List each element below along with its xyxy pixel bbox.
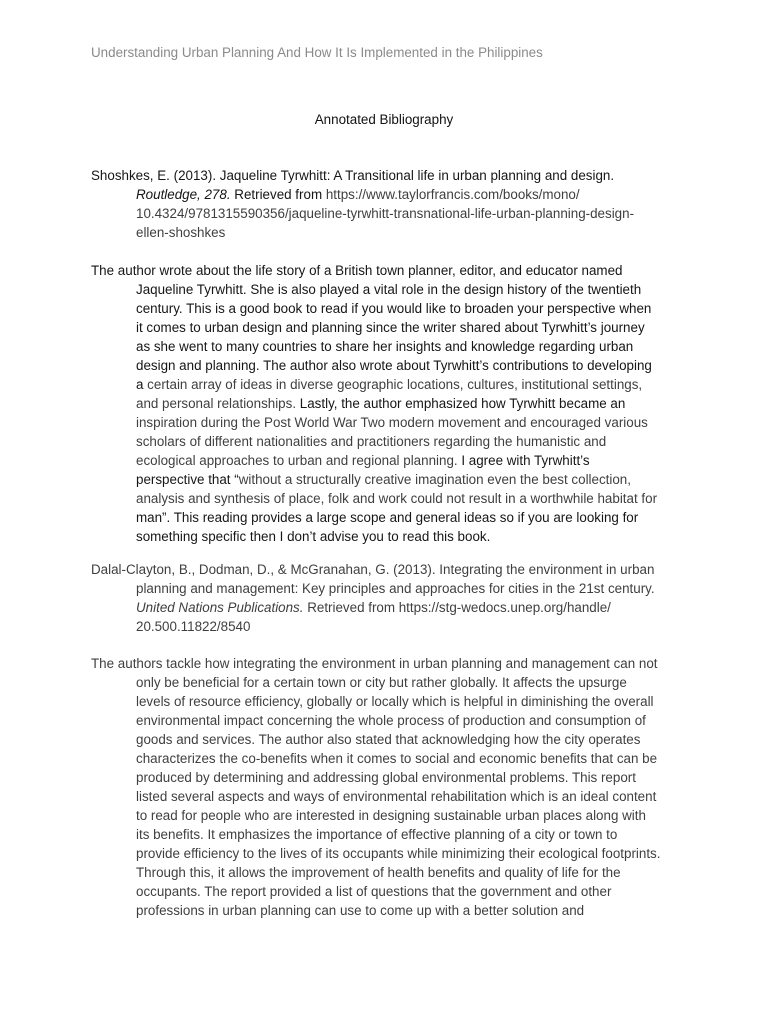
text-line	[91, 375, 681, 394]
text-fragment: planning and management: Key principles and approaches for cities in the 21st century.	[136, 581, 655, 596]
annotation-2	[91, 654, 681, 920]
text-line	[91, 901, 681, 920]
text-fragment: listed several aspects and ways of environmental rehabilitation which is an ideal content	[136, 789, 657, 804]
text-line	[91, 223, 681, 242]
text-fragment: and personal relationships.	[136, 396, 300, 411]
text-fragment: its benefits. It emphasizes the importance of effective planning of a city or town to	[136, 827, 618, 842]
text-line	[91, 768, 681, 787]
text-line	[91, 730, 681, 749]
citation-1	[91, 166, 681, 242]
text-fragment: Retrieved from	[230, 187, 326, 202]
text-fragment: something specific then I don’t advise you to read this book.	[136, 529, 491, 544]
text-line	[91, 432, 681, 451]
text-line	[91, 787, 681, 806]
text-line	[91, 413, 681, 432]
annotation-1	[91, 261, 681, 546]
text-line	[91, 863, 681, 882]
text-fragment: it comes to urban design and planning since the writer shared about Tyrwhitt’s journey	[136, 320, 645, 335]
text-line	[91, 185, 681, 204]
text-fragment: certain array of ideas in diverse geographic locations, cultures, institutional settings,	[147, 377, 643, 392]
text-fragment: professions in urban planning can use to come up with a better solution and	[136, 903, 585, 918]
text-line	[91, 654, 681, 673]
text-fragment: environmental impact concerning the whole process of production and consumption of	[136, 713, 646, 728]
running-header: Understanding Urban Planning And How It Is Implemented in the Philippines	[91, 45, 543, 60]
text-fragment: Through this, it allows the improvement of health benefits and quality of life for the	[136, 865, 621, 880]
text-line	[91, 617, 681, 636]
text-line	[91, 166, 681, 185]
citation-2	[91, 560, 681, 636]
text-fragment: inspiration during the Post World War Two modern movement and encouraged various	[136, 415, 648, 430]
text-line	[91, 299, 681, 318]
text-line	[91, 806, 681, 825]
text-line	[91, 527, 681, 546]
text-fragment: Shoshkes, E. (2013). Jaqueline Tyrwhitt: A Transitional life in urban planning and design.	[91, 168, 615, 183]
text-fragment: Jaqueline Tyrwhitt. She is also played a vital role in the design history of the twentieth	[136, 282, 642, 297]
text-fragment: occupants. The report provided a list of questions that the government and other	[136, 884, 612, 899]
text-fragment: The author wrote about the life story of a British town planner, editor, and educator named	[91, 263, 623, 278]
text-fragment: century. This is a good book to read if you would like to broaden your perspective when	[136, 301, 652, 316]
text-line	[91, 261, 681, 280]
text-line	[91, 692, 681, 711]
text-fragment: produced by determining and addressing global environmental problems. This report	[136, 770, 636, 785]
text-fragment: perspective that “	[136, 472, 239, 487]
text-fragment: a	[136, 377, 148, 392]
text-line	[91, 318, 681, 337]
text-line	[91, 579, 681, 598]
text-line	[91, 280, 681, 299]
text-line	[91, 882, 681, 901]
text-fragment: man”. This reading provides a large scope and general ideas so if you are looking for	[136, 510, 639, 525]
text-line	[91, 356, 681, 375]
text-fragment: levels of resource efficiency, globally or locally which is helpful in diminishing the overall	[136, 694, 654, 709]
text-fragment: Retrieved from https://stg-wedocs.unep.org/handle/	[303, 600, 611, 615]
text-fragment: only be beneficial for a certain town or city but rather globally. It affects the upsurge	[136, 675, 627, 690]
text-fragment: scholars of different nationalities and practitioners regarding the humanistic and	[136, 434, 607, 449]
text-fragment: goods and services. The author also stated that acknowledging how the city operates	[136, 732, 641, 747]
text-line	[91, 489, 681, 508]
page-title: Annotated Bibliography	[314, 112, 454, 127]
text-fragment: Dalal-Clayton, B., Dodman, D., & McGranahan, G. (2013). Integrating the environment in urban	[91, 562, 655, 577]
text-line	[91, 673, 681, 692]
text-line	[91, 394, 681, 413]
text-fragment: https://www.taylorfrancis.com/books/mono/	[325, 187, 580, 202]
text-line	[91, 560, 681, 579]
text-line	[91, 470, 681, 489]
text-fragment: ecological approaches to urban and regional planning.	[136, 453, 458, 468]
text-line	[91, 451, 681, 470]
text-fragment: 20.500.11822/8540	[136, 619, 251, 634]
text-line	[91, 337, 681, 356]
text-fragment: The authors tackle how integrating the environment in urban planning and management can not	[91, 656, 658, 671]
text-line	[91, 204, 681, 223]
text-fragment: ellen-shoshkes	[136, 225, 226, 240]
text-line	[91, 825, 681, 844]
text-fragment: to read for people who are interested in designing sustainable urban places along with	[136, 808, 646, 823]
text-fragment: design and planning. The author also wrote about Tyrwhitt’s contributions to developing	[136, 358, 652, 373]
text-fragment: without a structurally creative imagination even the best collection,	[238, 472, 631, 487]
text-fragment: United Nations Publications.	[136, 600, 304, 615]
text-fragment: Lastly, the author emphasized how Tyrwhitt became an	[299, 396, 626, 411]
text-fragment: analysis and synthesis of place, folk and work could not result in a worthwhile habitat for	[136, 491, 658, 506]
text-fragment: I agree with Tyrwhitt’s	[457, 453, 590, 468]
text-line	[91, 598, 681, 617]
text-fragment: 10.4324/9781315590356/jaqueline-tyrwhitt-transnational-life-urban-planning-design-	[136, 206, 635, 221]
text-fragment: Routledge, 278.	[136, 187, 231, 202]
text-line	[91, 508, 681, 527]
text-line	[91, 749, 681, 768]
text-fragment: as she went to many countries to share her insights and knowledge regarding urban	[136, 339, 634, 354]
text-line	[91, 711, 681, 730]
text-fragment: provide efficiency to the lives of its occupants while minimizing their ecological footprints.	[136, 846, 661, 861]
text-line	[91, 844, 681, 863]
text-fragment: characterizes the co-benefits when it comes to social and economic benefits that can be	[136, 751, 658, 766]
